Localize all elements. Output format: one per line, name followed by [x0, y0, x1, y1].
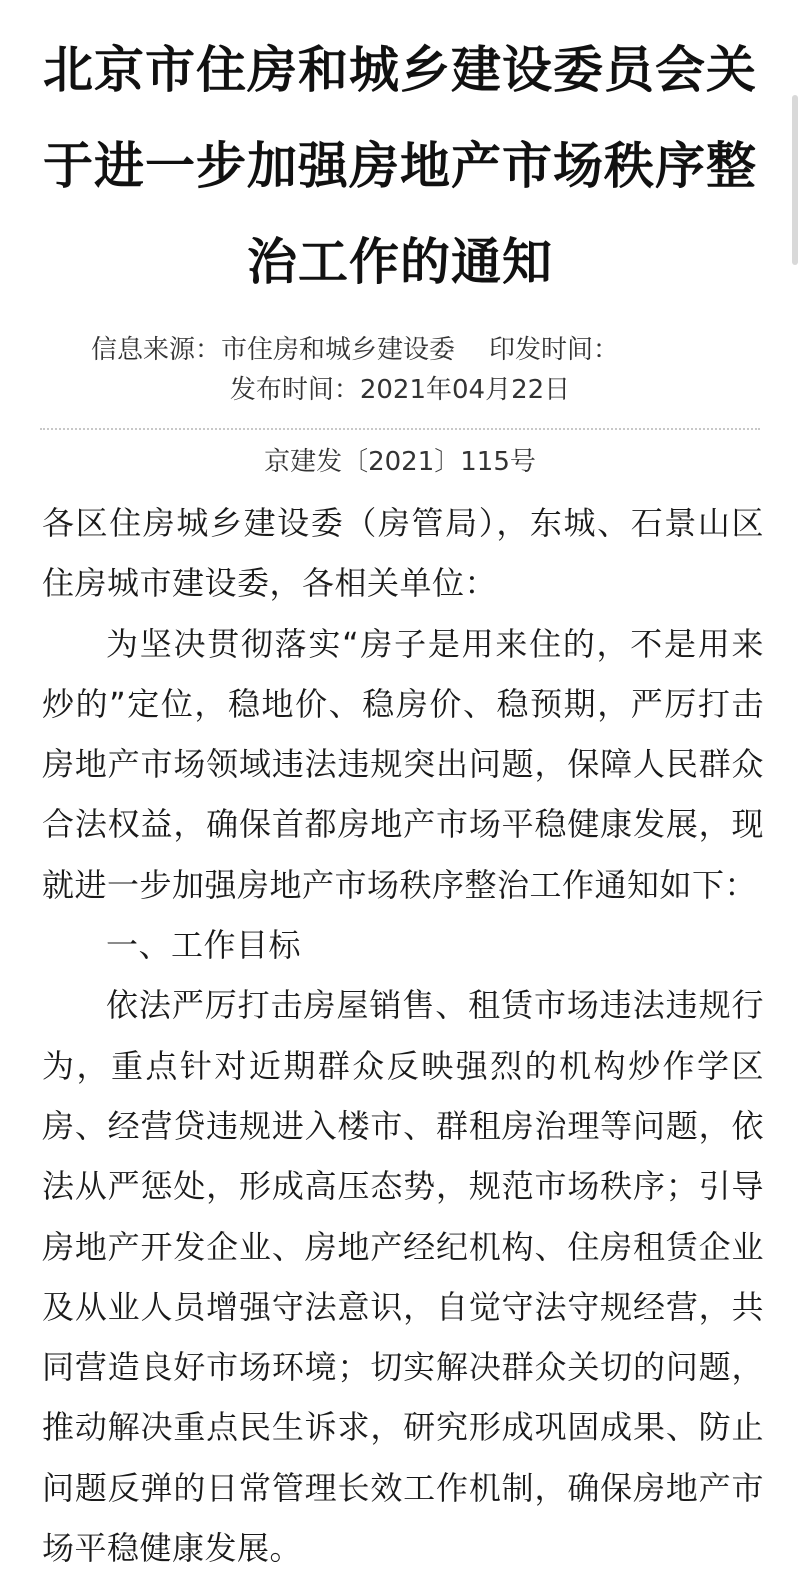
scrollbar[interactable] — [792, 95, 798, 265]
meta-divider — [40, 428, 760, 430]
print-time-label: 印发时间： — [489, 335, 620, 365]
article-body — [42, 493, 764, 1578]
article-title: 北京市住房和城乡建设委员会关于进一步加强房地产市场秩序整治工作的通知 — [43, 41, 757, 291]
addressee-paragraph: 各区住房城乡建设委（房管局），东城、石景山区住房城市建设委，各相关单位： — [42, 504, 764, 603]
intro-paragraph: 为坚决贯彻落实“房子是用来住的，不是用来炒的”定位，稳地价、稳房价、稳预期，严厉打击房地产市场领域违法违规突出问题，保障人民群众合法权益，确保首都房地产市场平稳健康发展，现就进一步加强房地产市场秩序整治工作通知如下： — [42, 624, 764, 904]
source-label: 信息来源： — [90, 335, 221, 365]
source-value: 市住房和城乡建设委 — [220, 335, 455, 365]
section-paragraph: 依法严厉打击房屋销售、租赁市场违法违规行为，重点针对近期群众反映强烈的机构炒作学区房、经营贷违规进入楼市、群租房治理等问题，依法从严惩处，形成高压态势，规范市场秩序；引导房地产开发企业、房地产经纪机构、住房租赁企业及从业人员增强守法意识，自觉守法守规经营，共同营造良好市场环境；切实解决群众关切的问题，推动解决重点民生诉求，研究形成巩固成果、防止问题反弹的日常管理长效工作机制，确保房地产市场平稳健康发展。 — [42, 986, 764, 1568]
section-heading: 一、工作目标 — [106, 926, 302, 965]
article-meta — [40, 330, 760, 410]
publish-time-label: 发布时间： — [229, 375, 360, 405]
publish-time-value: 2021年04月22日 — [359, 375, 571, 405]
document-number: 京建发〔2021〕115号 — [264, 447, 536, 477]
